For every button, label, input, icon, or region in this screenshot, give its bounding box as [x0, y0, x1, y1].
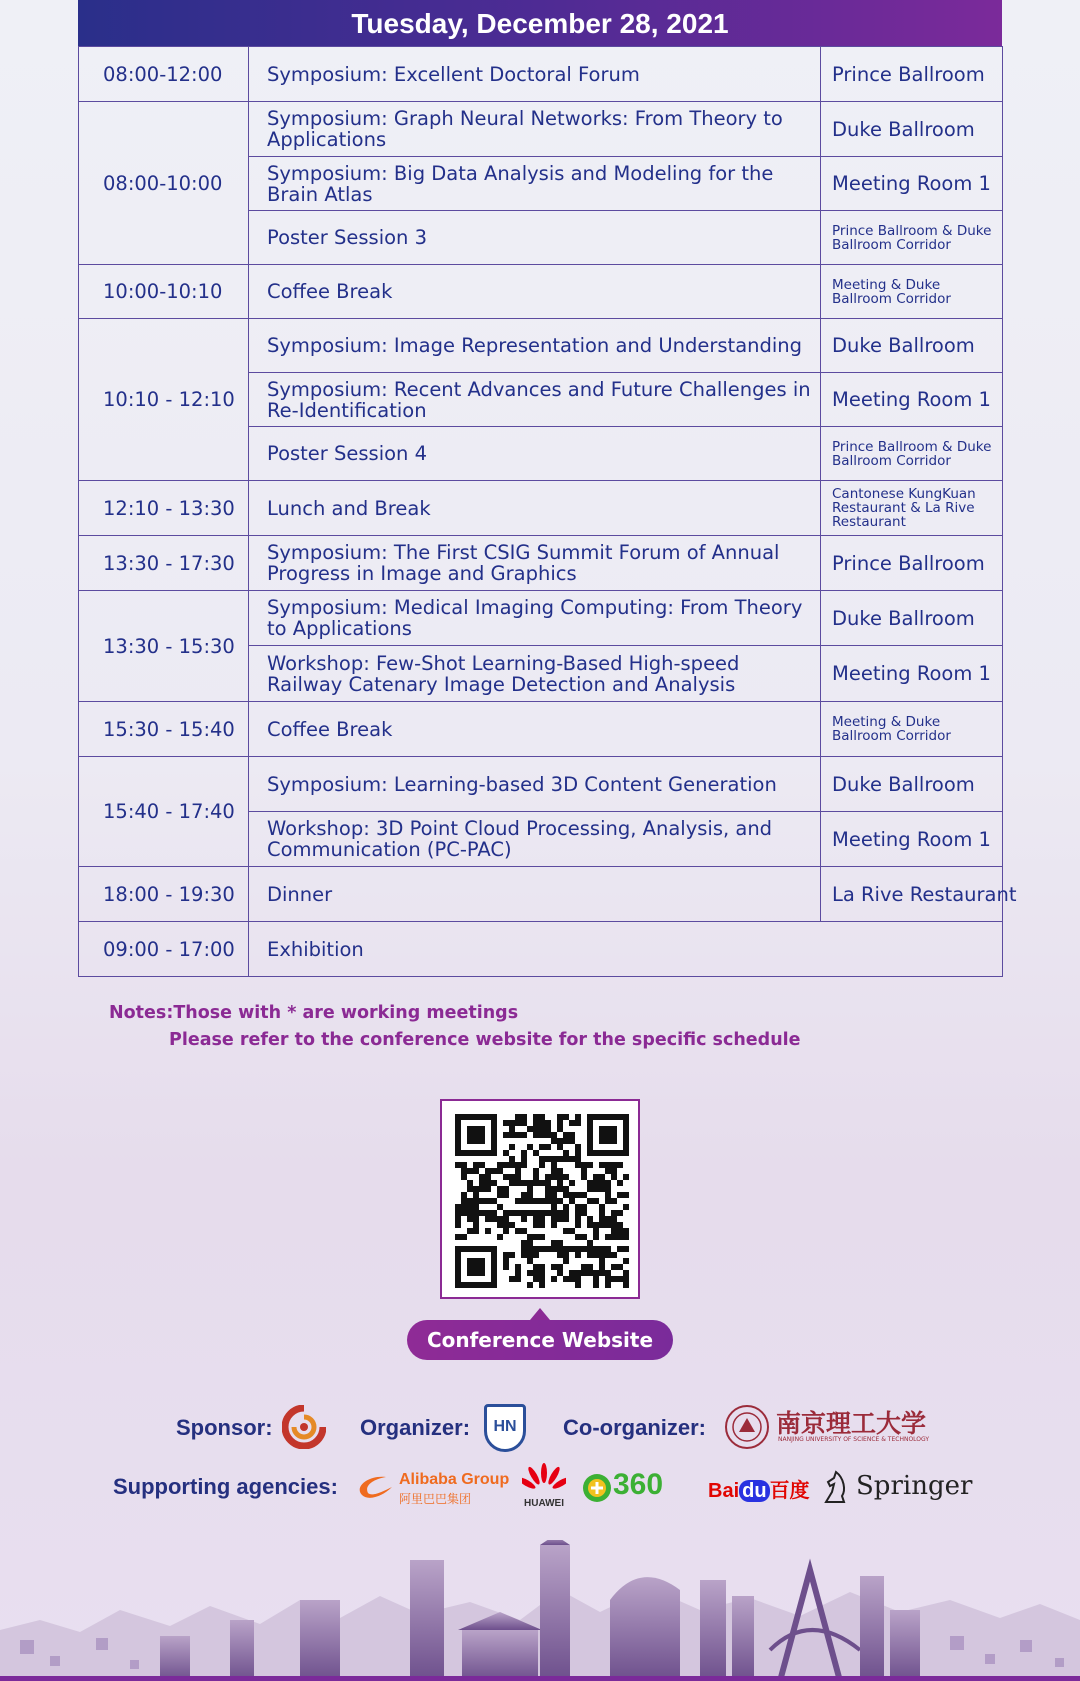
room-cell: La Rive Restaurant [821, 867, 1003, 922]
session-title: Coffee Break [249, 702, 821, 757]
baidu-logo [708, 1474, 810, 1503]
huawei-logo-icon [522, 1463, 566, 1497]
university-seal-icon [724, 1404, 770, 1450]
session-title: Coffee Break [249, 265, 821, 319]
table-row [79, 922, 1003, 977]
session-title: Poster Session 3 [249, 211, 821, 265]
time-cell: 08:00-12:00 [79, 47, 249, 102]
time-cell: 15:30 - 15:40 [79, 702, 249, 757]
baidu-name-b: du [739, 1480, 769, 1502]
huawei-name: HUAWEI [524, 1498, 564, 1509]
date-header: Tuesday, December 28, 2021 [78, 0, 1002, 46]
baidu-name-a: Bai [708, 1480, 740, 1502]
time-cell: 13:30 - 15:30 [79, 591, 249, 702]
session-title: Symposium: Image Representation and Understanding [249, 319, 821, 373]
time-cell: 13:30 - 17:30 [79, 536, 249, 591]
session-title: Lunch and Break [249, 481, 821, 536]
session-title: Poster Session 4 [249, 427, 821, 481]
coorganizer-label: Co-organizer: [563, 1415, 706, 1440]
table-row [79, 102, 1003, 157]
sponsor-logo-icon [282, 1405, 326, 1449]
table-row [79, 757, 1003, 812]
360-logo-icon [581, 1472, 613, 1504]
table-row [79, 47, 1003, 102]
session-title: Workshop: Few-Shot Learning-Based High-speed Railway Catenary Image Detection and Analysis [249, 646, 821, 702]
360-name: 360 [613, 1468, 664, 1501]
notes [109, 1000, 801, 1054]
conference-website-button[interactable]: Conference Website [407, 1320, 673, 1360]
session-title: Symposium: Learning-based 3D Content Generation [249, 757, 821, 812]
session-title: Symposium: Recent Advances and Future Challenges in Re-Identification [249, 373, 821, 427]
table-row [79, 265, 1003, 319]
time-cell: 08:00-10:00 [79, 102, 249, 265]
baidu-name-c: 百度 [769, 1480, 810, 1502]
notes-line: Notes:Those with * are working meetings [109, 1003, 519, 1023]
room-cell: Meeting & Duke Ballroom Corridor [821, 702, 1003, 757]
schedule-table [78, 46, 1017, 977]
room-cell: Prince Ballroom [821, 536, 1003, 591]
springer-horse-icon [820, 1468, 850, 1504]
room-cell: Prince Ballroom [821, 47, 1003, 102]
springer-name: Springer [856, 1471, 973, 1501]
room-cell: Duke Ballroom [821, 319, 1003, 373]
coorganizer-name: 南京理工大学 [776, 1409, 927, 1438]
session-title: Workshop: 3D Point Cloud Processing, Analysis, and Communication (PC-PAC) [249, 812, 821, 867]
session-title: Dinner [249, 867, 821, 922]
notes-line: Please refer to the conference website for the specific schedule [169, 1030, 801, 1050]
time-cell: 15:40 - 17:40 [79, 757, 249, 867]
table-row [79, 536, 1003, 591]
table-row [79, 867, 1003, 922]
session-title: Symposium: Big Data Analysis and Modeling for the Brain Atlas [249, 157, 821, 211]
session-title: Symposium: Excellent Doctoral Forum [249, 47, 821, 102]
table-row [79, 591, 1003, 646]
qr-code-icon [455, 1114, 629, 1288]
room-cell: Meeting Room 1 [821, 373, 1003, 427]
room-cell: Prince Ballroom & Duke Ballroom Corridor [821, 211, 1003, 265]
sponsor-label: Sponsor: [176, 1415, 273, 1440]
room-cell: Duke Ballroom [821, 591, 1003, 646]
qr-code[interactable] [440, 1099, 640, 1299]
time-cell: 18:00 - 19:30 [79, 867, 249, 922]
alibaba-name-cn: 阿里巴巴集团 [399, 1492, 472, 1506]
room-cell: Cantonese KungKuan Restaurant & La Rive Restaurant [821, 481, 1003, 536]
room-cell: Meeting & Duke Ballroom Corridor [821, 265, 1003, 319]
city-skyline-illustration [0, 1540, 1080, 1681]
table-row [79, 702, 1003, 757]
time-cell: 09:00 - 17:00 [79, 922, 249, 977]
alibaba-name: Alibaba Group [399, 1471, 510, 1488]
organizer-label: Organizer: [360, 1415, 471, 1440]
time-cell: 10:10 - 12:10 [79, 319, 249, 481]
table-row [79, 481, 1003, 536]
time-cell: 12:10 - 13:30 [79, 481, 249, 536]
room-cell: Meeting Room 1 [821, 812, 1003, 867]
room-cell: Duke Ballroom [821, 757, 1003, 812]
supporting-agencies-label: Supporting agencies: [113, 1474, 338, 1499]
session-title: Symposium: The First CSIG Summit Forum of Annual Progress in Image and Graphics [249, 536, 821, 591]
room-cell: Prince Ballroom & Duke Ballroom Corridor [821, 427, 1003, 481]
room-cell: Duke Ballroom [821, 102, 1003, 157]
time-cell: 10:00-10:10 [79, 265, 249, 319]
room-cell: Meeting Room 1 [821, 646, 1003, 702]
room-cell: Meeting Room 1 [821, 157, 1003, 211]
session-title: Symposium: Graph Neural Networks: From Theory to Applications [249, 102, 821, 157]
session-title: Symposium: Medical Imaging Computing: From Theory to Applications [249, 591, 821, 646]
table-row [79, 319, 1003, 373]
session-title: Exhibition [249, 922, 1003, 977]
alibaba-logo-icon [354, 1471, 398, 1503]
organizer-logo-icon: HN [484, 1404, 526, 1452]
coorganizer-subtitle: NANJING UNIVERSITY OF SCIENCE & TECHNOLOGY [778, 1436, 930, 1443]
